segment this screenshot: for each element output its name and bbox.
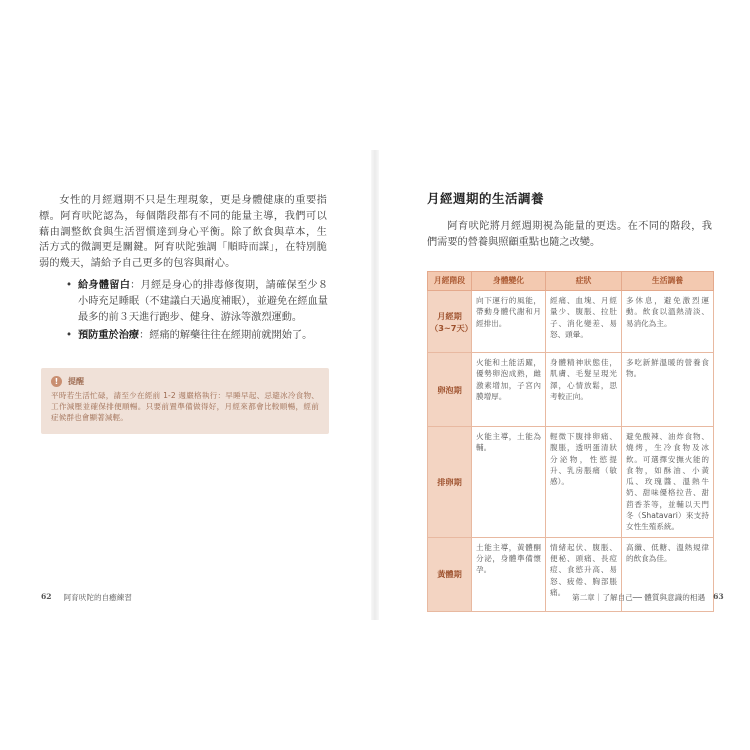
phase-cell: 黃體期	[428, 537, 472, 611]
reminder-body: 平時若生活忙碌，請至少在經前 1-2 週嚴格執行：早睡早起、忌避冰冷食物、工作減壓並確保排便順暢。只要前置準備做得好，月經來都會比較順暢，經前症候群也會顯著減輕。	[51, 391, 319, 422]
table-header-row	[428, 272, 714, 291]
running-title: 阿育吠陀的自癒練習	[63, 593, 132, 602]
symptoms-cell: 經痛、血塊、月經量少、腹脹、拉肚子、消化變差、易怒、頭暈。	[546, 291, 622, 353]
left-page-footer	[41, 592, 132, 603]
phase-duration: （3~7天）	[430, 322, 473, 333]
symptoms-cell: 輕微下腹排卵痛、腹脹，透明蛋清狀分泌物，性慾提升、乳房脹痛（敏感）。	[546, 427, 622, 538]
phase-cell	[428, 291, 472, 353]
reminder-title: 提醒	[68, 377, 84, 386]
symptoms-cell: 情緒起伏、腹脹、便秘、頭痛、長痘痘、食慾升高、易怒、疲倦、胸部脹痛。	[546, 537, 622, 611]
phase-name: 月經期	[437, 310, 462, 321]
table-row	[428, 291, 714, 353]
care-cell: 多吃新鮮溫暖的營養食物。	[622, 353, 714, 427]
section-title: 月經週期的生活調養	[427, 191, 545, 206]
bullet-icon: •	[66, 330, 73, 341]
column-header: 月經階段	[428, 272, 472, 291]
table-row	[428, 353, 714, 427]
tips-list	[66, 278, 328, 346]
page-number: 63	[713, 592, 724, 601]
page-number: 62	[41, 592, 52, 601]
list-item	[66, 328, 328, 344]
bullet-title: 預防重於治療	[78, 330, 140, 341]
intro-text: 女性的月經週期不只是生理現象，更是身體健康的重要指標。阿育吠陀認為，每個階段都有不同的能量主導，我們可以藉由調整飲食與生活習慣達到身心平衡。除了飲食與草本，生活方式的微調更是關鍵。阿育吠陀強調「順時而謀」，在特別脆弱的幾天，請給予自己更多的包容與耐心。	[39, 195, 327, 270]
change-cell: 火能主導，土能為輔。	[472, 427, 546, 538]
reminder-header	[51, 376, 319, 387]
care-cell: 多休息，避免激烈運動。飲食以溫熱清淡、易消化為主。	[622, 291, 714, 353]
right-page	[379, 0, 750, 750]
running-chapter: 第二章｜了解自己── 體質與意識的相遇	[572, 593, 706, 602]
column-header: 身體變化	[472, 272, 546, 291]
bullet-title: 給身體留白	[78, 280, 131, 291]
phase-cell: 卵泡期	[428, 353, 472, 427]
cycle-table	[427, 271, 714, 612]
bullet-text: ：月經是身心的排毒修復期，請確保至少８小時充足睡眠（不建議白天過度補眠），並避免在經血量最多的前３天進行跑步、健身、游泳等激烈運動。	[78, 280, 329, 323]
list-item	[66, 278, 328, 326]
exclamation-icon: !	[51, 376, 62, 387]
bullet-icon: •	[66, 280, 73, 291]
table-row	[428, 427, 714, 538]
column-header: 症狀	[546, 272, 622, 291]
bullet-text: ：經痛的解藥往往在經期前就開始了。	[139, 330, 313, 341]
care-cell: 避免酸辣、油炸食物、燒烤，生冷食物及冰飲。可選擇安撫火能的食物，如酥油、小黃瓜、玫瑰醬、溫熱牛奶、甜味優格拉昔、甜茴香茶等，並輔以天門冬（Shatavari）來支持女性生殖系統。	[622, 427, 714, 538]
change-cell: 土能主導，黃體酮分泌，身體準備懷孕。	[472, 537, 546, 611]
left-page	[0, 0, 372, 750]
change-cell: 火能和土能活躍，優勢卵泡成熟，雌激素增加，子宮內膜增厚。	[472, 353, 546, 427]
symptoms-cell: 身體精神狀態佳，肌膚、毛髮呈現光澤，心情放鬆，思考較正向。	[546, 353, 622, 427]
column-header: 生活調養	[622, 272, 714, 291]
left-intro-paragraph	[39, 193, 327, 272]
change-cell: 向下運行的風能，帶動身體代謝和月經排出。	[472, 291, 546, 353]
reminder-box	[41, 368, 329, 434]
care-cell: 高纖、低糖、溫熱規律的飲食為佳。	[622, 537, 714, 611]
section-intro: 阿育吠陀將月經週期視為能量的更迭。在不同的階段，我們需要的營養與照顧重點也隨之改變。	[427, 221, 712, 248]
book-gutter	[371, 150, 379, 620]
right-page-footer	[572, 592, 724, 603]
phase-cell: 排卵期	[428, 427, 472, 538]
